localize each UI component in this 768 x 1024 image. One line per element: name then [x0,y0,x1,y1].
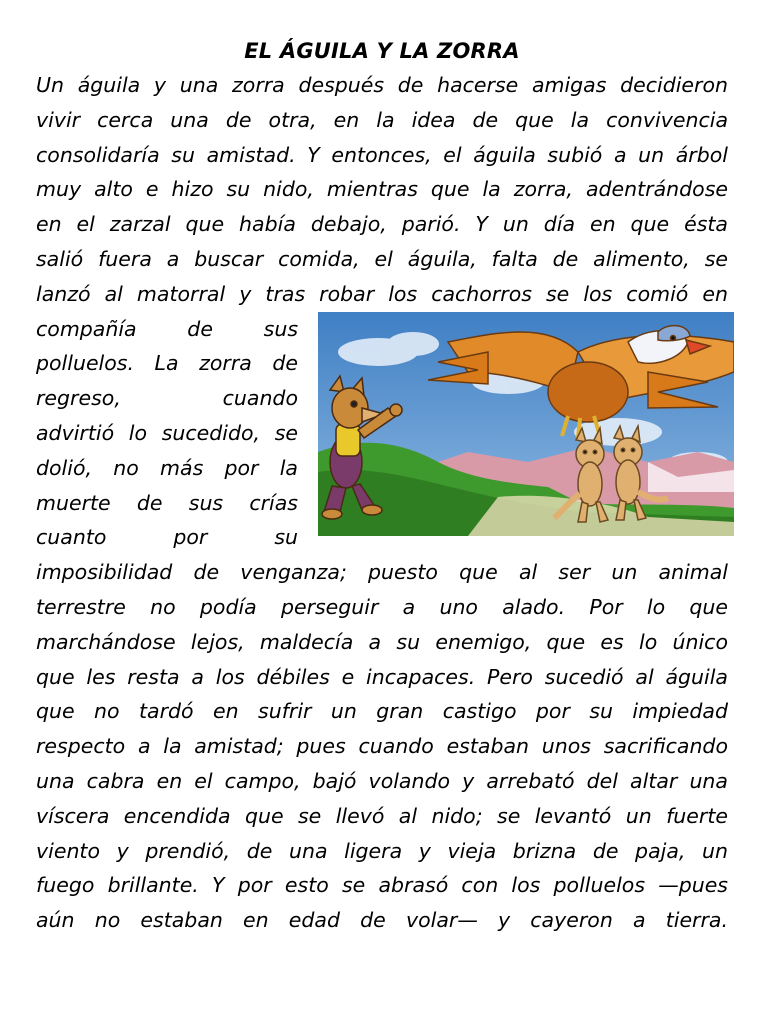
text-line: imposibilidad de venganza; puesto que al ser un animal [36,560,728,585]
text-line: regreso, cuando [36,386,298,411]
eagle-fox-illustration [318,312,734,536]
text-line: polluelos. La zorra de [36,351,298,376]
document-page [36,34,728,938]
text-line: víscera encendida que se llevó al nido; se levantó un fuerte [36,803,728,828]
text-line: que no tardó en sufrir un gran castigo por su impiedad [36,699,728,724]
text-line: consolidaría su amistad. Y entonces, el águila subió a un árbol [36,142,728,167]
text-line: muerte de sus crías [36,490,298,515]
text-line: terrestre no podía perseguir a uno alado. Por lo que [36,594,728,619]
text-line: Un águila y una zorra después de hacerse amigas decidieron [36,73,728,97]
paragraph-top [36,68,728,312]
text-line: lanzó al matorral y tras robar los cachorros se los comió en [36,281,728,306]
text-line: dolió, no más por la [36,455,298,480]
text-line: una cabra en el campo, bajó volando y arrebató del altar una [36,768,728,793]
text-line: respecto a la amistad; pues cuando estaban unos sacrificando [36,734,728,759]
text-line: en el zarzal que había debajo, parió. Y un día en que ésta [36,212,728,237]
text-line: marchándose lejos, maldecía a su enemigo, que es lo único [36,629,728,654]
text-with-illustration [36,312,728,556]
text-line: salió fuera a buscar comida, el águila, falta de alimento, se [36,246,728,271]
text-line: muy alto e hizo su nido, mientras que la zorra, adentrándose [36,177,728,202]
text-line: viento y prendió, de una ligera y vieja brizna de paja, un [36,838,728,863]
text-line: compañía de sus [36,316,298,341]
story-title: EL ÁGUILA Y LA ZORRA [244,39,520,63]
paragraph-bottom [36,555,728,938]
text-line: advirtió lo sucedido, se [36,420,298,445]
text-line: vivir cerca una de otra, en la idea de que la convivencia [36,107,728,132]
text-line: aún no estaban en edad de volar— y cayeron a tierra. [36,908,728,933]
text-line: fuego brillante. Y por esto se abrasó con los polluelos —pues [36,873,728,898]
wrapped-text-column [36,312,298,556]
text-line: que les resta a los débiles e incapaces. Pero sucedió al águila [36,664,728,689]
text-line: cuanto por su [36,525,298,550]
